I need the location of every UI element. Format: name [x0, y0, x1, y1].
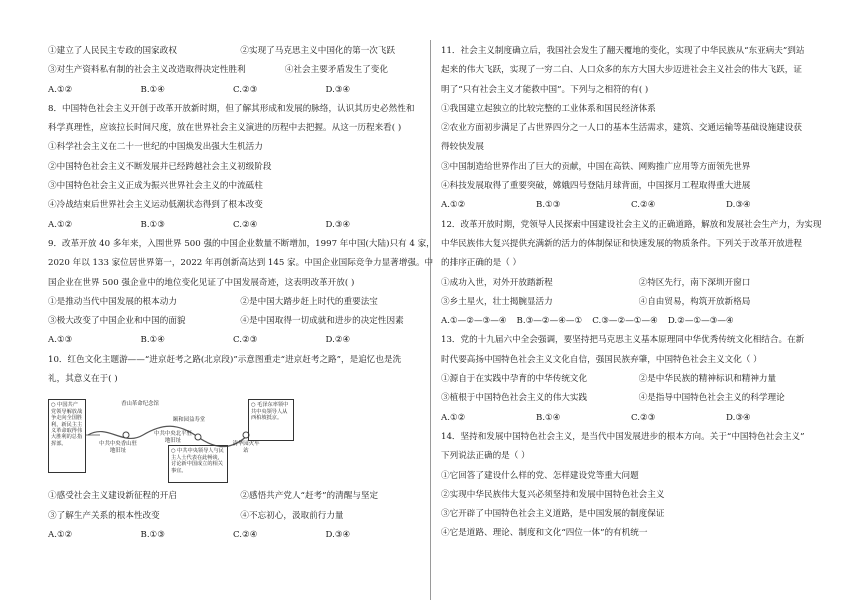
options-row: [441, 278, 821, 297]
option-2: ②实现了马克思主义中国化的第一次飞跃: [240, 46, 396, 56]
option-4: ④不忘初心，汲取前行力量: [240, 510, 344, 521]
option-3: ③乡土星火，壮士揭腕显活力: [441, 296, 553, 307]
option-3: ③植根于中国特色社会主义的伟大实践: [441, 393, 588, 404]
choice-b: B.①④: [140, 84, 165, 95]
question-7: [48, 46, 418, 104]
option-2: ②中国特色社会主义不断发展并已经跨越社会主义初级阶段: [48, 161, 272, 172]
question-10: [48, 355, 418, 549]
label-summer-palace: 颐和园益寿堂: [172, 417, 206, 424]
option-4: ④自由贸易，构筑开放新格局: [638, 296, 751, 307]
question-stem: 14．坚持和发展中国特色社会主义，是当代中国发展进步的根本方向。关于“中国特色社会主义”: [441, 431, 805, 442]
choice-d: D.③④: [325, 219, 351, 230]
question-stem: 起来的伟大飞跃，实现了一穷二白、人口众多的东方大国大步迈进社会主义社会的伟大飞跃，证: [441, 65, 802, 76]
options-row: [441, 374, 821, 393]
question-stem: 明了“只有社会主义才能救中国”。下列与之相符的有( ): [441, 84, 649, 95]
option-3: ③中国特色社会主义正成为振兴世界社会主义的中流砥柱: [48, 181, 263, 192]
answer-choices: [48, 530, 418, 549]
option-1: ①感受社会主义建设新征程的开启: [48, 491, 177, 502]
choice-b: B.①④: [140, 335, 165, 346]
label-xiangshan: 香山革命纪念馆: [121, 401, 159, 408]
choice-b: B.①④: [536, 412, 561, 423]
question-stem: 9．改革开放 40 多年来，入围世界 500 强的中国企业数量不断增加，1997 年中国(大陆)只有 4 家，: [48, 238, 435, 249]
choice-d: D.③④: [325, 84, 351, 95]
label-xiangshan-site: 中共中央香山驻地旧址: [99, 441, 137, 454]
question-13: [441, 335, 821, 431]
route-map-figure: [48, 395, 298, 487]
question-stem: 科学真理性，应该拉长时间尺度，放在世界社会主义演进的历程中去把握。从这一历程来看( ): [48, 123, 402, 134]
figure-note-bottom: ○ 中共中央领导人与民主人士代表在此畅谈，讨论新中国成立的相关事宜。: [168, 445, 228, 483]
question-stem: 的排序正确的是（ ）: [441, 258, 522, 269]
choice-a: A.①②: [48, 219, 73, 230]
choice-a: A.①②: [441, 200, 466, 211]
options-row: [48, 46, 418, 65]
option-1: ①我国建立起独立的比较完整的工业体系和国民经济体系: [441, 103, 656, 114]
option-1: ①建立了人民民主专政的国家政权: [48, 46, 177, 56]
choice-d: D.③④: [325, 529, 351, 540]
question-stem: 2020 年以 133 家位居世界第一，2022 年再创新高达到 145 家。中国企业国际竞争力显著增强。中: [48, 258, 434, 269]
question-9: [48, 238, 435, 355]
choice-d: D.②—①—③—④: [667, 316, 734, 327]
answer-choices: [441, 200, 821, 219]
choice-d: D.②④: [325, 335, 351, 346]
choice-a: A.①③: [48, 335, 73, 346]
choice-b: B.①③: [536, 200, 561, 211]
choice-c: C.②③: [631, 412, 656, 423]
question-stem: 11．社会主义制度确立后，我国社会发生了翻天覆地的变化，实现了中华民族从“东亚病夫”到站: [441, 46, 805, 56]
label-qinghuayuan-station: 清华园火车站: [232, 441, 260, 454]
column-divider: [430, 40, 431, 600]
options-row: [48, 316, 418, 335]
choice-a: A.①②: [48, 84, 73, 95]
option-2: ②实现中华民族伟大复兴必须坚持和发展中国特色社会主义: [441, 489, 665, 500]
option-2: ②感悟共产党人“赶考”的清醒与坚定: [240, 491, 379, 502]
choice-c: C.②③: [233, 335, 258, 346]
label-beiping-site: 中共中央北平驻地旧址: [154, 431, 192, 444]
options-row: [48, 491, 418, 510]
option-4: ④科技发展取得了重要突破，嫦娥四号登陆月球背面，中国探月工程取得重大进展: [441, 181, 751, 192]
left-column: [48, 46, 435, 549]
question-stem: 8．中国特色社会主义开创于改革开放新时期，但了解其形成和发展的脉络，认识其历史必然性和: [48, 103, 415, 114]
options-row: [48, 511, 418, 530]
option-4: ④社会主要矛盾发生了变化: [284, 65, 388, 76]
question-stem: 12．改革开放时期，党领导人民探索中国建设社会主义的正确道路，解放和发展社会生产力，为实现: [441, 219, 822, 230]
figure-note-right: ○ 毛泽东率领中共中央领导人从西柏坡抵京。: [248, 399, 294, 441]
question-11: [441, 46, 821, 220]
option-3: ③对生产资料私有制的社会主义改造取得决定性胜利: [48, 65, 246, 76]
question-stem: 国企业在世界 500 强企业中的地位变化见证了中国发展奇迹，这表明改革开放( ): [48, 277, 355, 288]
choice-c: C.②④: [631, 200, 656, 211]
choice-a: A.①—②—③—④: [441, 316, 507, 327]
option-1: ①它回答了建设什么样的党、怎样建设党等重大问题: [441, 470, 639, 481]
option-4: ④是中国取得一切成就和进步的决定性因素: [240, 316, 404, 327]
option-1: ①成功入世，对外开放踏新程: [441, 277, 553, 288]
option-1: ①源自于在实践中孕育的中华传统文化: [441, 374, 588, 385]
choice-c: C.②④: [233, 529, 258, 540]
choice-b: B.①③: [140, 529, 165, 540]
option-4: ④冷战结束后世界社会主义运动低潮状态得到了根本改变: [48, 200, 263, 211]
choice-b: B.①③: [140, 219, 165, 230]
choice-d: D.③④: [726, 200, 751, 211]
question-stem: 下列说法正确的是（ ）: [441, 451, 530, 462]
answer-choices: [48, 85, 418, 104]
option-2: ②是中华民族的精神标识和精神力量: [638, 374, 777, 385]
option-1: ①是推动当代中国发展的根本动力: [48, 296, 177, 307]
options-row: [441, 297, 821, 316]
right-column: [441, 46, 821, 548]
options-row: [48, 297, 418, 316]
figure-note-left: ○ 中国共产党领导解放战争走向全国胜利，新民主主义革命取得伟大胜利的总指挥部。: [48, 399, 86, 473]
option-3: ③中国制造给世界作出了巨大的贡献，中国在高铁、网购推广应用等方面领先世界: [441, 161, 751, 172]
choice-c: C.②③: [233, 84, 258, 95]
option-3: ③了解生产关系的根本性改变: [48, 510, 160, 521]
question-stem: 10．红色文化主题游——“进京赶考之路(北京段)”示意图重走“进京赶考之路”，是追忆也是洗: [48, 354, 402, 365]
question-12: [441, 220, 821, 336]
choice-c: C.②④: [233, 219, 258, 230]
stop-marker: [123, 432, 129, 438]
answer-choices: [441, 413, 821, 432]
option-2: ②是中国大踏步赶上时代的重要法宝: [240, 296, 378, 307]
options-row: [48, 65, 418, 84]
option-2-cont: 得较快发展: [441, 142, 484, 153]
option-2: ②特区先行，南下深圳开窗口: [638, 277, 751, 288]
question-stem: 礼，其意义在于( ): [48, 374, 118, 385]
question-stem: 时代要高扬中国特色社会主义文化自信，强国民族弃肇，中国特色社会主义文化（ ）: [441, 354, 762, 365]
choice-d: D.③④: [726, 412, 751, 423]
option-2: ②农业方面初步满足了占世界四分之一人口的基本生活需求，建筑、交通运输等基础设施建设获: [441, 123, 802, 134]
question-8: [48, 104, 418, 239]
question-stem: 中华民族伟大复兴提供充满新的活力的体制保证和快速发展的物质条件。下列关于改革开放进程: [441, 238, 802, 249]
option-1: ①科学社会主义在二十一世纪的中国焕发出强大生机活力: [48, 142, 263, 153]
option-3: ③它开辟了中国特色社会主义道路，是中国发展的制度保证: [441, 509, 665, 520]
answer-choices: [48, 335, 418, 354]
choice-a: A.①②: [48, 529, 73, 540]
answer-choices: [48, 220, 418, 239]
choice-c: C.③—②—①—④: [592, 316, 658, 327]
stop-marker: [195, 434, 201, 440]
option-4: ④它是道路、理论、制度和文化“四位一体”的有机统一: [441, 528, 648, 539]
option-4: ④是指导中国特色社会主义的科学理论: [638, 393, 785, 404]
options-row: [441, 393, 821, 412]
answer-choices: [441, 316, 821, 335]
question-stem: 13．党的十九届六中全会强调，要坚持把马克思主义基本原理同中华优秀传统文化相结合。在新: [441, 335, 805, 346]
option-3: ③极大改变了中国企业和中国的面貌: [48, 316, 186, 327]
choice-a: A.①②: [441, 412, 466, 423]
question-14: [441, 432, 821, 548]
choice-b: B.③—②—④—①: [516, 316, 583, 327]
